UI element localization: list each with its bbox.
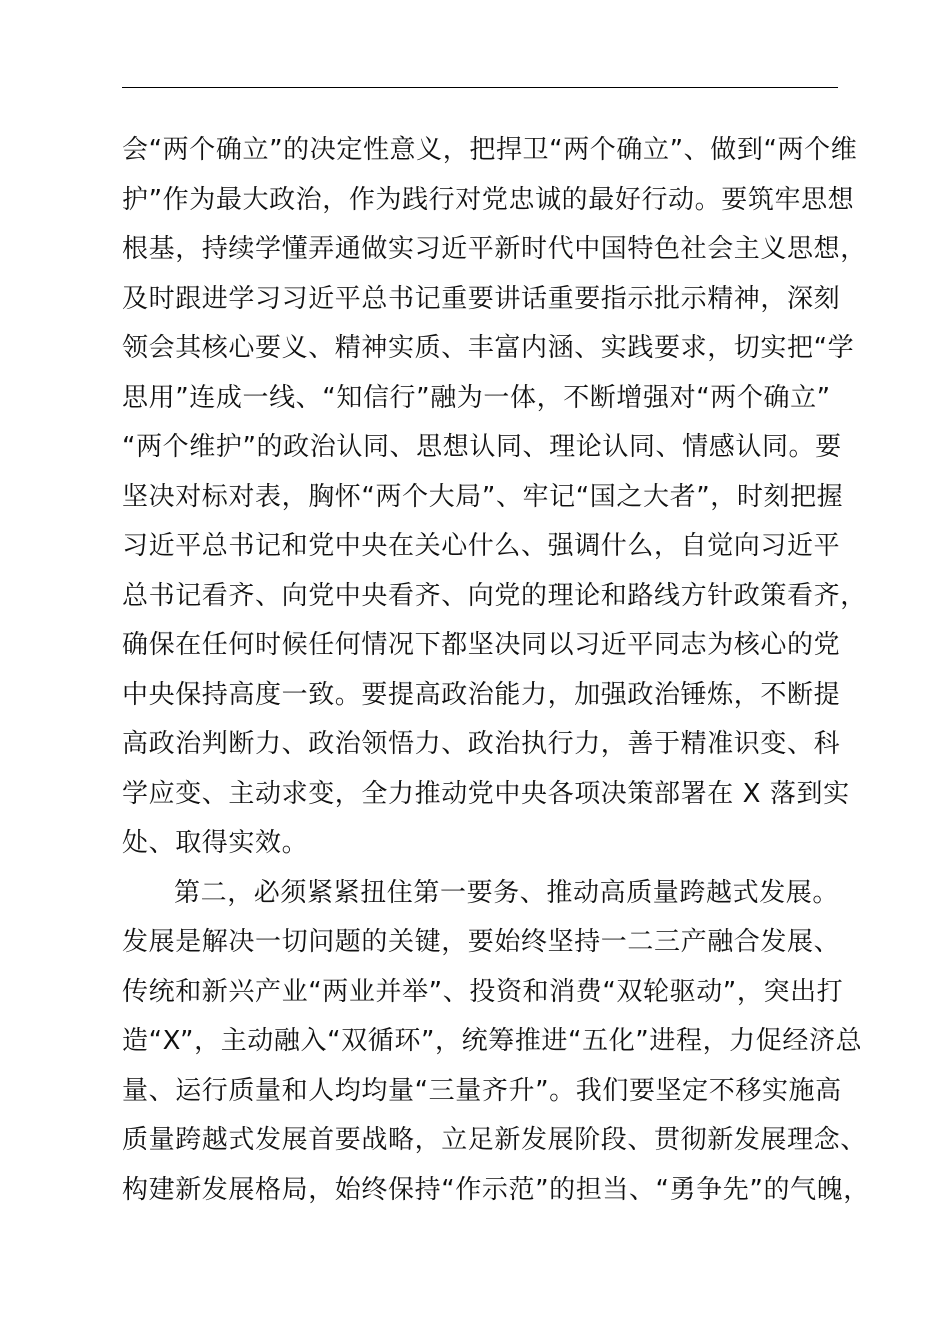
body-text [122, 126, 882, 1215]
text-line: 会“两个确立”的决定性意义，把捍卫“两个确立”、做到“两个维 [122, 135, 858, 165]
text-line: 处、取得实效。 [122, 828, 309, 858]
text-line: 思用”连成一线、“知信行”融为一体，不断增强对“两个确立” [122, 382, 831, 413]
text-line: 学应变、主动求变，全力推动党中央各项决策部署在 X 落到实 [122, 778, 850, 809]
text-line: 量、运行质量和人均均量“三量齐升”。我们要坚定不移实施高 [122, 1075, 842, 1106]
text-line: 根基，持续学懂弄通做实习近平新时代中国特色社会主义思想， [122, 234, 867, 264]
paragraph-start-line: 第二，必须紧紧扭住第一要务、推动高质量跨越式发展。 [174, 877, 840, 908]
header-rule [122, 87, 838, 88]
text-line: “两个维护”的政治认同、思想认同、理论认同、情感认同。要 [122, 432, 842, 462]
text-line: 质量跨越式发展首要战略，立足新发展阶段、贯彻新发展理念、 [122, 1125, 867, 1155]
text-line: 传统和新兴产业“两业并举”、投资和消费“双轮驱动”，突出打 [122, 976, 844, 1007]
text-line: 中央保持高度一致。要提高政治能力，加强政治锤炼，不断提 [122, 679, 841, 710]
text-line: 构建新发展格局，始终保持“作示范”的担当、“勇争先”的气魄， [122, 1174, 870, 1205]
text-line: 发展是解决一切问题的关键，要始终坚持一二三产融合发展、 [122, 927, 841, 957]
text-line: 总书记看齐、向党中央看齐、向党的理论和路线方针政策看齐， [122, 580, 867, 611]
text-line: 及时跟进学习习近平总书记重要讲话重要指示批示精神，深刻 [122, 283, 841, 314]
text-line: 高政治判断力、政治领悟力、政治执行力，善于精准识变、科 [122, 729, 841, 759]
text-line: 坚决对标对表，胸怀“两个大局”、牢记“国之大者”，时刻把握 [122, 481, 844, 512]
text-line: 造“X”，主动融入“双循环”，统筹推进“五化”进程，力促经济总 [122, 1026, 863, 1056]
text-line: 领会其核心要义、精神实质、丰富内涵、实践要求，切实把“学 [122, 333, 855, 363]
text-line: 习近平总书记和党中央在关心什么、强调什么，自觉向习近平 [122, 531, 841, 561]
text-line: 确保在任何时候任何情况下都坚决同以习近平同志为核心的党 [122, 630, 841, 660]
text-line: 护”作为最大政治，作为践行对党忠诚的最好行动。要筑牢思想 [122, 184, 855, 215]
